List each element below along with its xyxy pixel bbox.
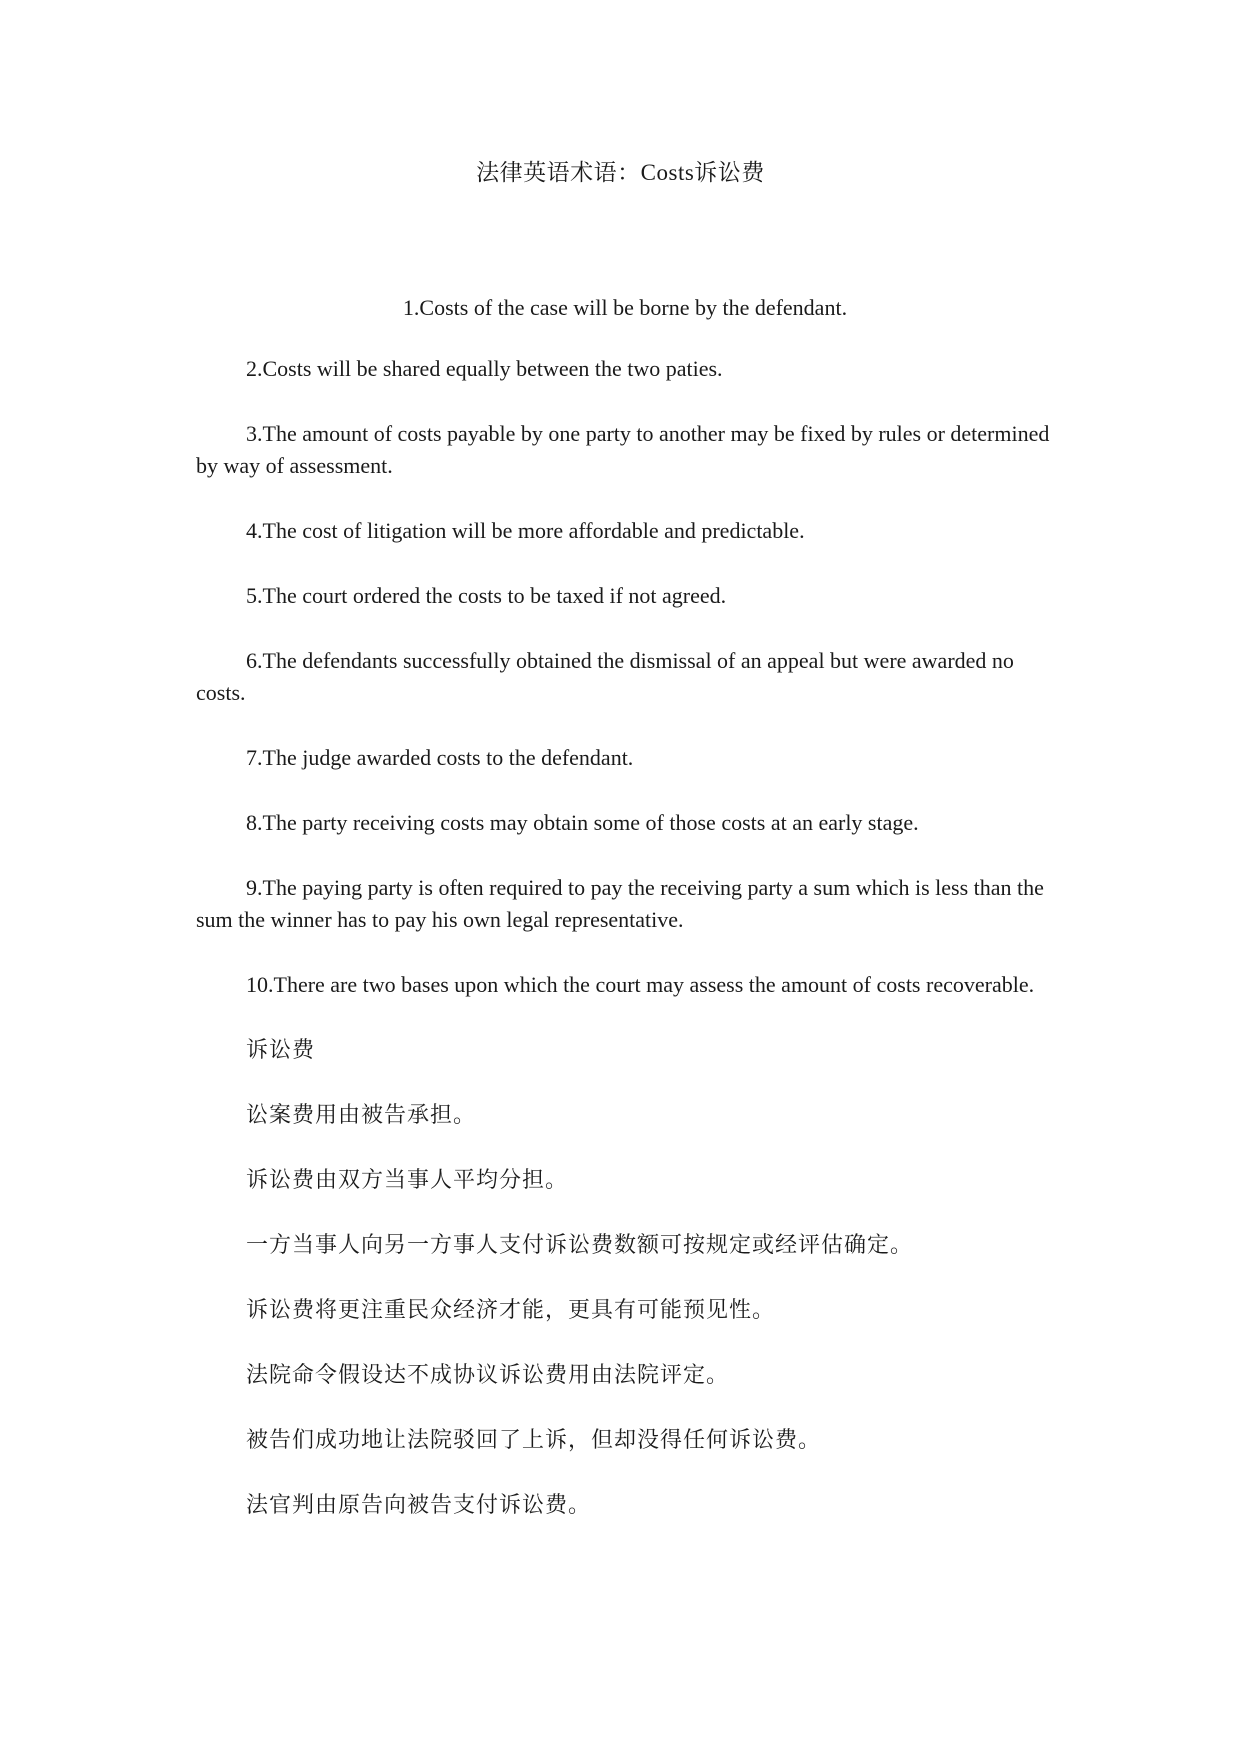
chinese-sentence-3: 一方当事人向另一方事人支付诉讼费数额可按规定或经评估确定。 xyxy=(246,1232,914,1257)
english-sentence-2: 2.Costs will be shared equally between the two paties. xyxy=(246,356,723,381)
chinese-sentence-2: 诉讼费由双方当事人平均分担。 xyxy=(246,1167,569,1192)
english-sentence-9: 9.The paying party is often required to pay the receiving party a sum which is less than the sum the winner has to pay his own legal representative. xyxy=(196,875,1044,932)
english-sentence-7: 7.The judge awarded costs to the defendant. xyxy=(246,745,634,770)
chinese-heading: 诉讼费 xyxy=(246,1037,316,1062)
chinese-sentence-4: 诉讼费将更注重民众经济才能，更具有可能预见性。 xyxy=(246,1297,776,1322)
document-body xyxy=(196,292,1054,1554)
document-title: 法律英语术语：Costs诉讼费 xyxy=(476,160,765,185)
english-sentence-1: 1.Costs of the case will be borne by the defendant. xyxy=(402,295,848,320)
english-sentence-5: 5.The court ordered the costs to be taxed if not agreed. xyxy=(246,583,727,608)
english-sentence-8: 8.The party receiving costs may obtain some of those costs at an early stage. xyxy=(246,810,919,835)
english-sentence-4: 4.The cost of litigation will be more affordable and predictable. xyxy=(246,518,805,543)
chinese-sentence-6: 被告们成功地让法院驳回了上诉，但却没得任何诉讼费。 xyxy=(246,1427,822,1452)
chinese-sentence-1: 讼案费用由被告承担。 xyxy=(246,1102,477,1127)
english-sentence-10: 10.There are two bases upon which the court may assess the amount of costs recoverable. xyxy=(246,972,1035,997)
chinese-sentence-5: 法院命令假设达不成协议诉讼费用由法院评定。 xyxy=(246,1362,730,1387)
english-sentence-3: 3.The amount of costs payable by one party to another may be fixed by rules or determined by way of assessment. xyxy=(196,421,1050,478)
chinese-sentence-7: 法官判由原告向被告支付诉讼费。 xyxy=(246,1492,592,1517)
english-sentence-6: 6.The defendants successfully obtained the dismissal of an appeal but were awarded no costs. xyxy=(196,648,1014,705)
